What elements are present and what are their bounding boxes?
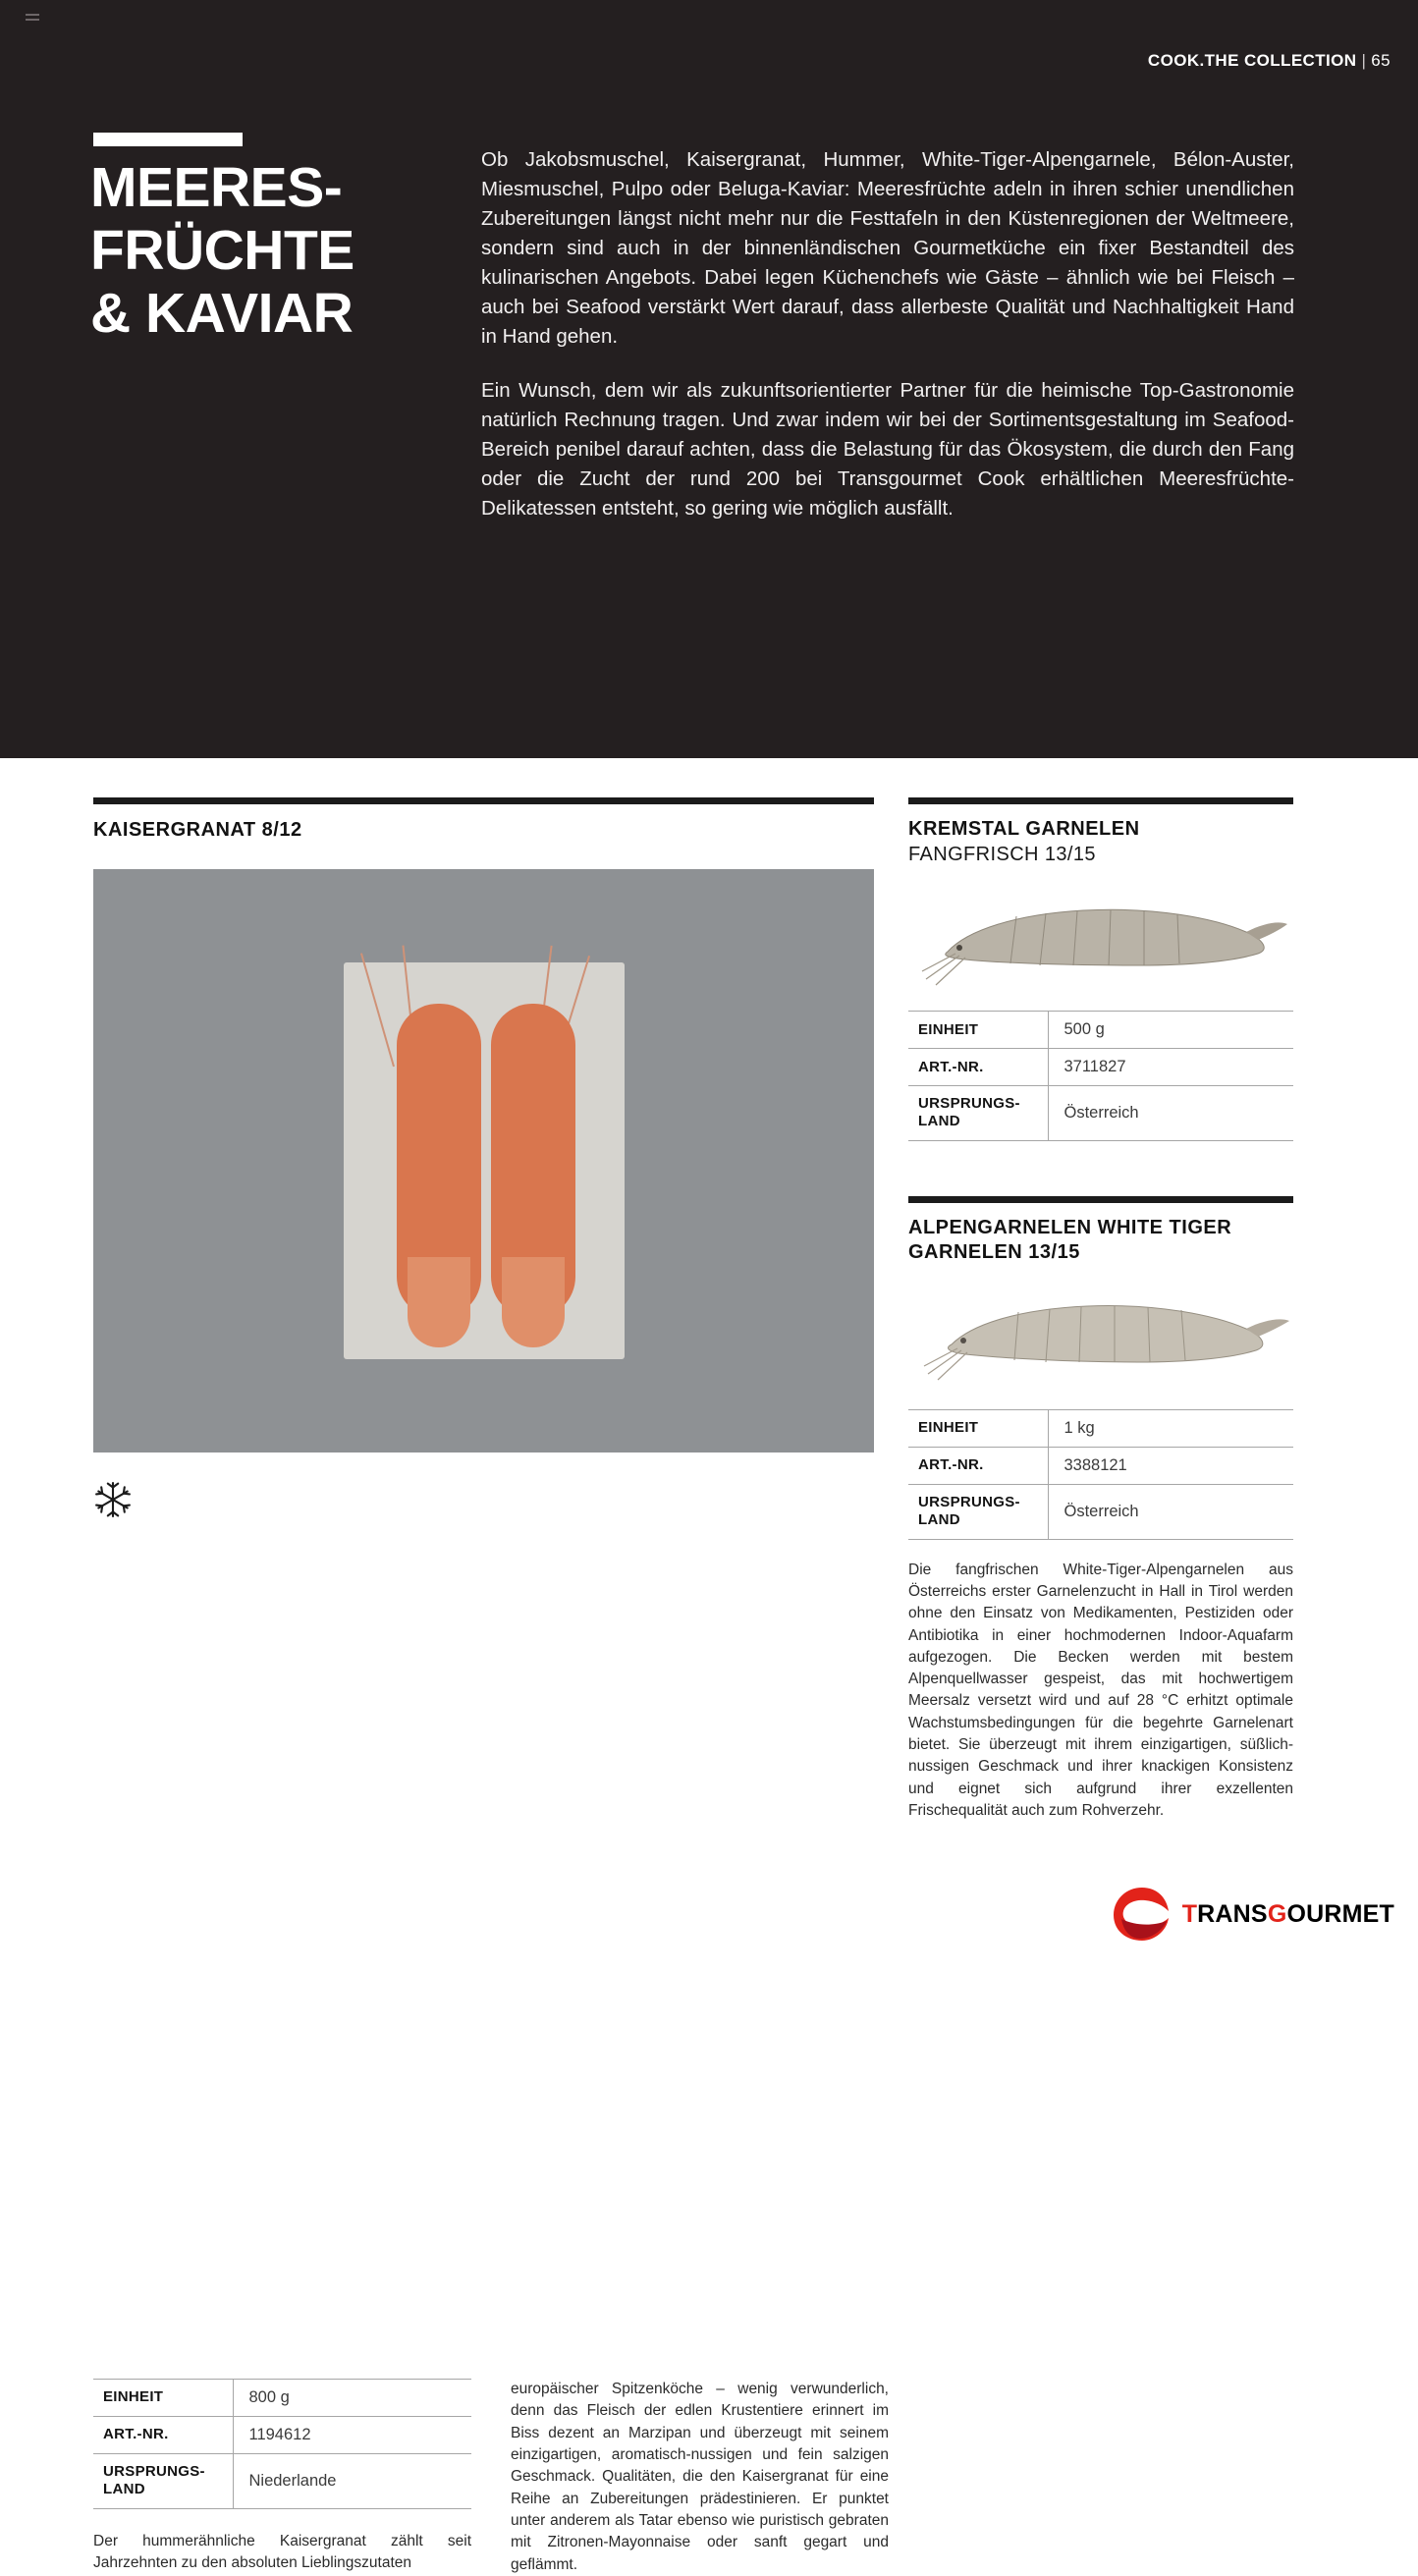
table-row [93,2454,471,2509]
table-row [908,1484,1293,1539]
kaisergranat-spec-cell [93,2379,471,2576]
table-row [908,1086,1293,1141]
spec-key-line-1: URSPRUNGS- [103,2463,205,2480]
page-title-line-3: & KAVIAR [90,281,354,345]
spec-value: 1194612 [233,2417,471,2454]
transgourmet-wordmark [1182,1900,1394,1929]
section-rule [908,1196,1293,1203]
spec-value: 1 kg [1048,1409,1293,1447]
spec-value: Österreich [1048,1086,1293,1141]
kaisergranat-description-col-2: europäischer Spitzenköche – wenig verwunderlich, denn das Fleisch der edlen Krustentiere erinnert im Biss dezent an Marzipan und überzeugt mit seinem einzigartigen, aromatisch-nussigen und fein salzigen Geschmack. Qualitäten, die den Kaisergranat für eine Reihe an Zubereitungen prädestinieren. Er punktet unter anderem als Tatar ebenso wie puristisch gebraten mit Zitronen-Mayonnaise oder sanft gegart und geflämmt. [511,2381,889,2573]
product-photo-kremstal [908,881,1293,999]
page-number: 65 [1371,51,1391,70]
snowflake-icon [93,1480,133,1519]
page-title [90,157,483,345]
spec-key: EINHEIT [908,1409,1048,1447]
spec-key-line-2: LAND [103,2481,145,2498]
spec-key: EINHEIT [93,2380,233,2417]
intro-copy [481,145,1294,523]
header-separator: | [1361,51,1367,70]
product-title-kremstal: KREMSTAL GARNELEN [908,818,1140,840]
spec-key [908,1484,1048,1539]
spec-value: 800 g [233,2380,471,2417]
spec-table-kaisergranat [93,2379,471,2509]
logo-part-2: RANS [1197,1899,1268,1928]
intro-paragraph-1: Ob Jakobsmuschel, Kaisergranat, Hummer, White-Tiger-Alpengarnele, Bélon-Auster, Miesmuschel, Pulpo oder Beluga-Kaviar: Meeresfrüchte adeln in ihren schier unendlichen Zubereitungen längst nicht mehr nur die Festtafeln in den Küstenregionen der Weltmeere, sondern sind auch in der binnenländischen Gourmetküche ein fixer Bestandteil des kulinarischen Angebots. Dabei legen Küchenchefs wie Gäste – ähnlich wie bei Fleisch – auch bei Seafood verstärkt Wert darauf, dass allerbeste Qualität und Nachhaltigkeit Hand in Hand gehen. [481,148,1294,348]
table-row [93,2380,471,2417]
title-rule [93,133,243,146]
kaisergranat-description-col-1: Der hummerähnliche Kaisergranat zählt seit Jahrzehnten zu den absoluten Lieblingszutaten [93,2532,471,2571]
kaisergranat-description-cell [511,2379,889,2576]
intro-paragraph-2: Ein Wunsch, dem wir als zukunftsorientierter Partner für die heimische Top-Gastronomie natürlich Rechnung tragen. Und zwar indem wir bei der Sortimentsgestaltung im Seafood-Bereich penibel darauf achten, dass die Belastung für das Ökosystem, die durch den Fang oder die Zucht der rund 200 bei Transgourmet Cook erhältlichen Meeresfrüchte-Delikatessen entsteht, so gering wie möglich ausfällt. [481,379,1294,521]
transgourmet-logo [1112,1886,1394,1943]
spec-value: Österreich [1048,1484,1293,1539]
crop-mark [26,14,39,24]
page-title-line-1: MEERES- [90,156,343,219]
spec-key [908,1086,1048,1141]
product-title-kaisergranat: KAISERGRANAT 8/12 [93,819,302,841]
spec-key [93,2454,233,2509]
page-header [1148,51,1391,71]
products-section [0,758,1418,2573]
spec-table-kremstal [908,1011,1293,1141]
kaisergranat-detail-row [93,2379,889,2576]
alpengarnelen-description: Die fangfrischen White-Tiger-Alpengarnelen aus Österreichs erster Garnelenzucht in Hall in Tirol werden ohne den Einsatz von Medikamenten, Pestiziden oder Antibiotika in einer hochmodernen Indoor-Aquafarm aufgezogen. Die Becken werden mit bestem Alpenquellwasser gespeist, das mit hochwertigem Meersalz versetzt wird und auf 28 °C erhitzt optimale Wachstumsbedingungen für die begehrte Garnelenart bietet. Sie überzeugt mit ihrem einzigartigen, süßlich-nussigen Geschmack und ihrer knackigen Konsistenz und eignet sich aufgrund ihrer exzellenten Frischequalität auch zum Rohverzehr. [908,1561,1293,1819]
product-title-alpengarnelen [908,1216,1293,1266]
table-row [93,2417,471,2454]
header-brand: COOK.THE COLLECTION [1147,51,1357,70]
product-subtitle-kremstal: FANGFRISCH 13/15 [908,843,1096,865]
spec-key-line-1: URSPRUNGS- [918,1095,1020,1113]
page-title-line-2: FRÜCHTE [90,218,354,282]
product-photo-kaisergranat [93,869,874,1452]
marble-slab [344,962,625,1359]
spec-key: ART.-NR. [908,1049,1048,1086]
hero-section [0,0,1418,758]
product-block-kaisergranat [93,797,874,1519]
product-block-kremstal [908,797,1293,1141]
transgourmet-mark [1112,1886,1173,1943]
spec-key-line-1: URSPRUNGS- [918,1493,1020,1510]
spec-key: ART.-NR. [93,2417,233,2454]
spec-value: 3388121 [1048,1447,1293,1484]
table-row [908,1409,1293,1447]
table-row [908,1447,1293,1484]
right-product-column [908,797,1293,1822]
table-row [908,1049,1293,1086]
table-row [908,1012,1293,1049]
spec-value: 3711827 [1048,1049,1293,1086]
spec-value: 500 g [1048,1012,1293,1049]
product-photo-alpengarnelen [908,1280,1293,1398]
spec-key-line-2: LAND [918,1113,960,1130]
logo-part-1: T [1181,1899,1198,1928]
section-rule [93,797,874,804]
antenna [359,953,394,1067]
spec-key-line-2: LAND [918,1511,960,1529]
langoustine-tail-right [502,1257,565,1347]
spec-table-alpengarnelen [908,1409,1293,1540]
spec-value: Niederlande [233,2454,471,2509]
langoustine-tail-left [408,1257,470,1347]
product-title-line-2: GARNELEN 13/15 [908,1241,1080,1264]
product-title-line-1: ALPENGARNELEN WHITE TIGER [908,1216,1232,1238]
logo-part-3: G [1267,1899,1287,1928]
spec-key: EINHEIT [908,1012,1048,1049]
spec-key: ART.-NR. [908,1447,1048,1484]
logo-part-4: OURMET [1286,1899,1394,1928]
product-block-alpengarnelen [908,1196,1293,1823]
section-rule [908,797,1293,804]
